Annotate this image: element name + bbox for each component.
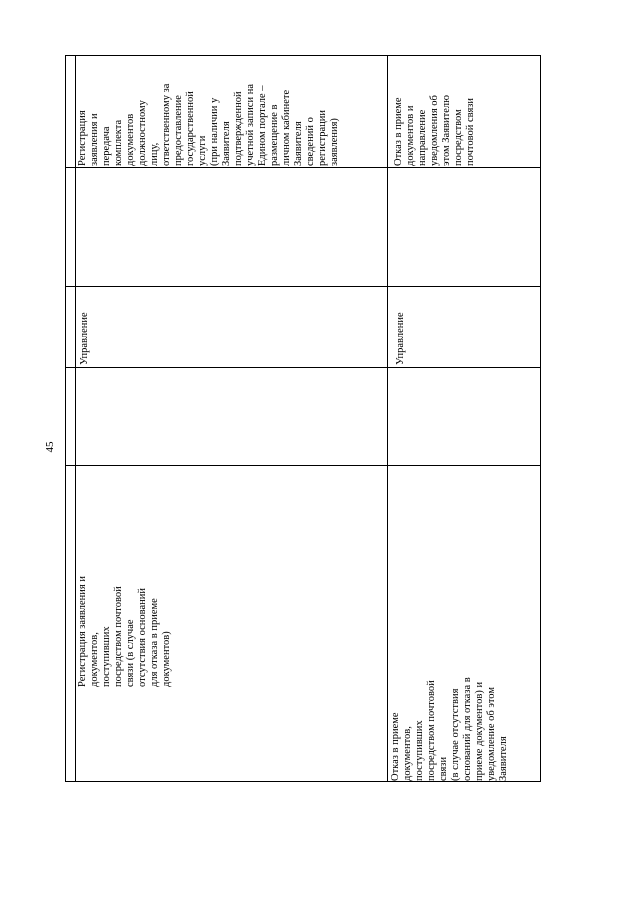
- row-divider-2: [65, 286, 541, 287]
- cell-refusal-notification: Отказ в приеме документов и направление уведомления об этом Заявителю посредством почтовой связи: [393, 95, 476, 166]
- cell-registration-portal: Регистрация заявления и передача комплекта документов должностному лицу, ответственному за предоставление государственной услуги (при наличии у Заявителя подтвержденной учетной записи на Едином портале – размещение в личном кабинете Заявителя сведений о регистрации заявления): [77, 83, 340, 166]
- cell-upravlenie-2: Управление: [395, 312, 406, 365]
- row-divider-3: [65, 367, 541, 368]
- column-divider-1: [75, 55, 76, 782]
- cell-upravlenie-1: Управление: [79, 312, 90, 365]
- page-number: 45: [44, 441, 56, 453]
- table-border-right: [540, 55, 541, 782]
- row-divider-1: [65, 167, 541, 168]
- rotated-table: [65, 55, 541, 782]
- column-divider-2: [387, 55, 388, 782]
- cell-refusal-mail: Отказ в приеме документов, поступивших посредством почтовой связи (в случае отсутствия оснований для отказа в приеме документов) и уведомление об этом Заявителя: [390, 677, 509, 781]
- table-border-left: [65, 55, 66, 782]
- cell-registration-mail: Регистрация заявления и документов, поступивших посредством почтовой связи (в случае отсутствия оснований для отказа в приеме документов): [77, 576, 172, 687]
- table-border-bottom: [65, 781, 541, 782]
